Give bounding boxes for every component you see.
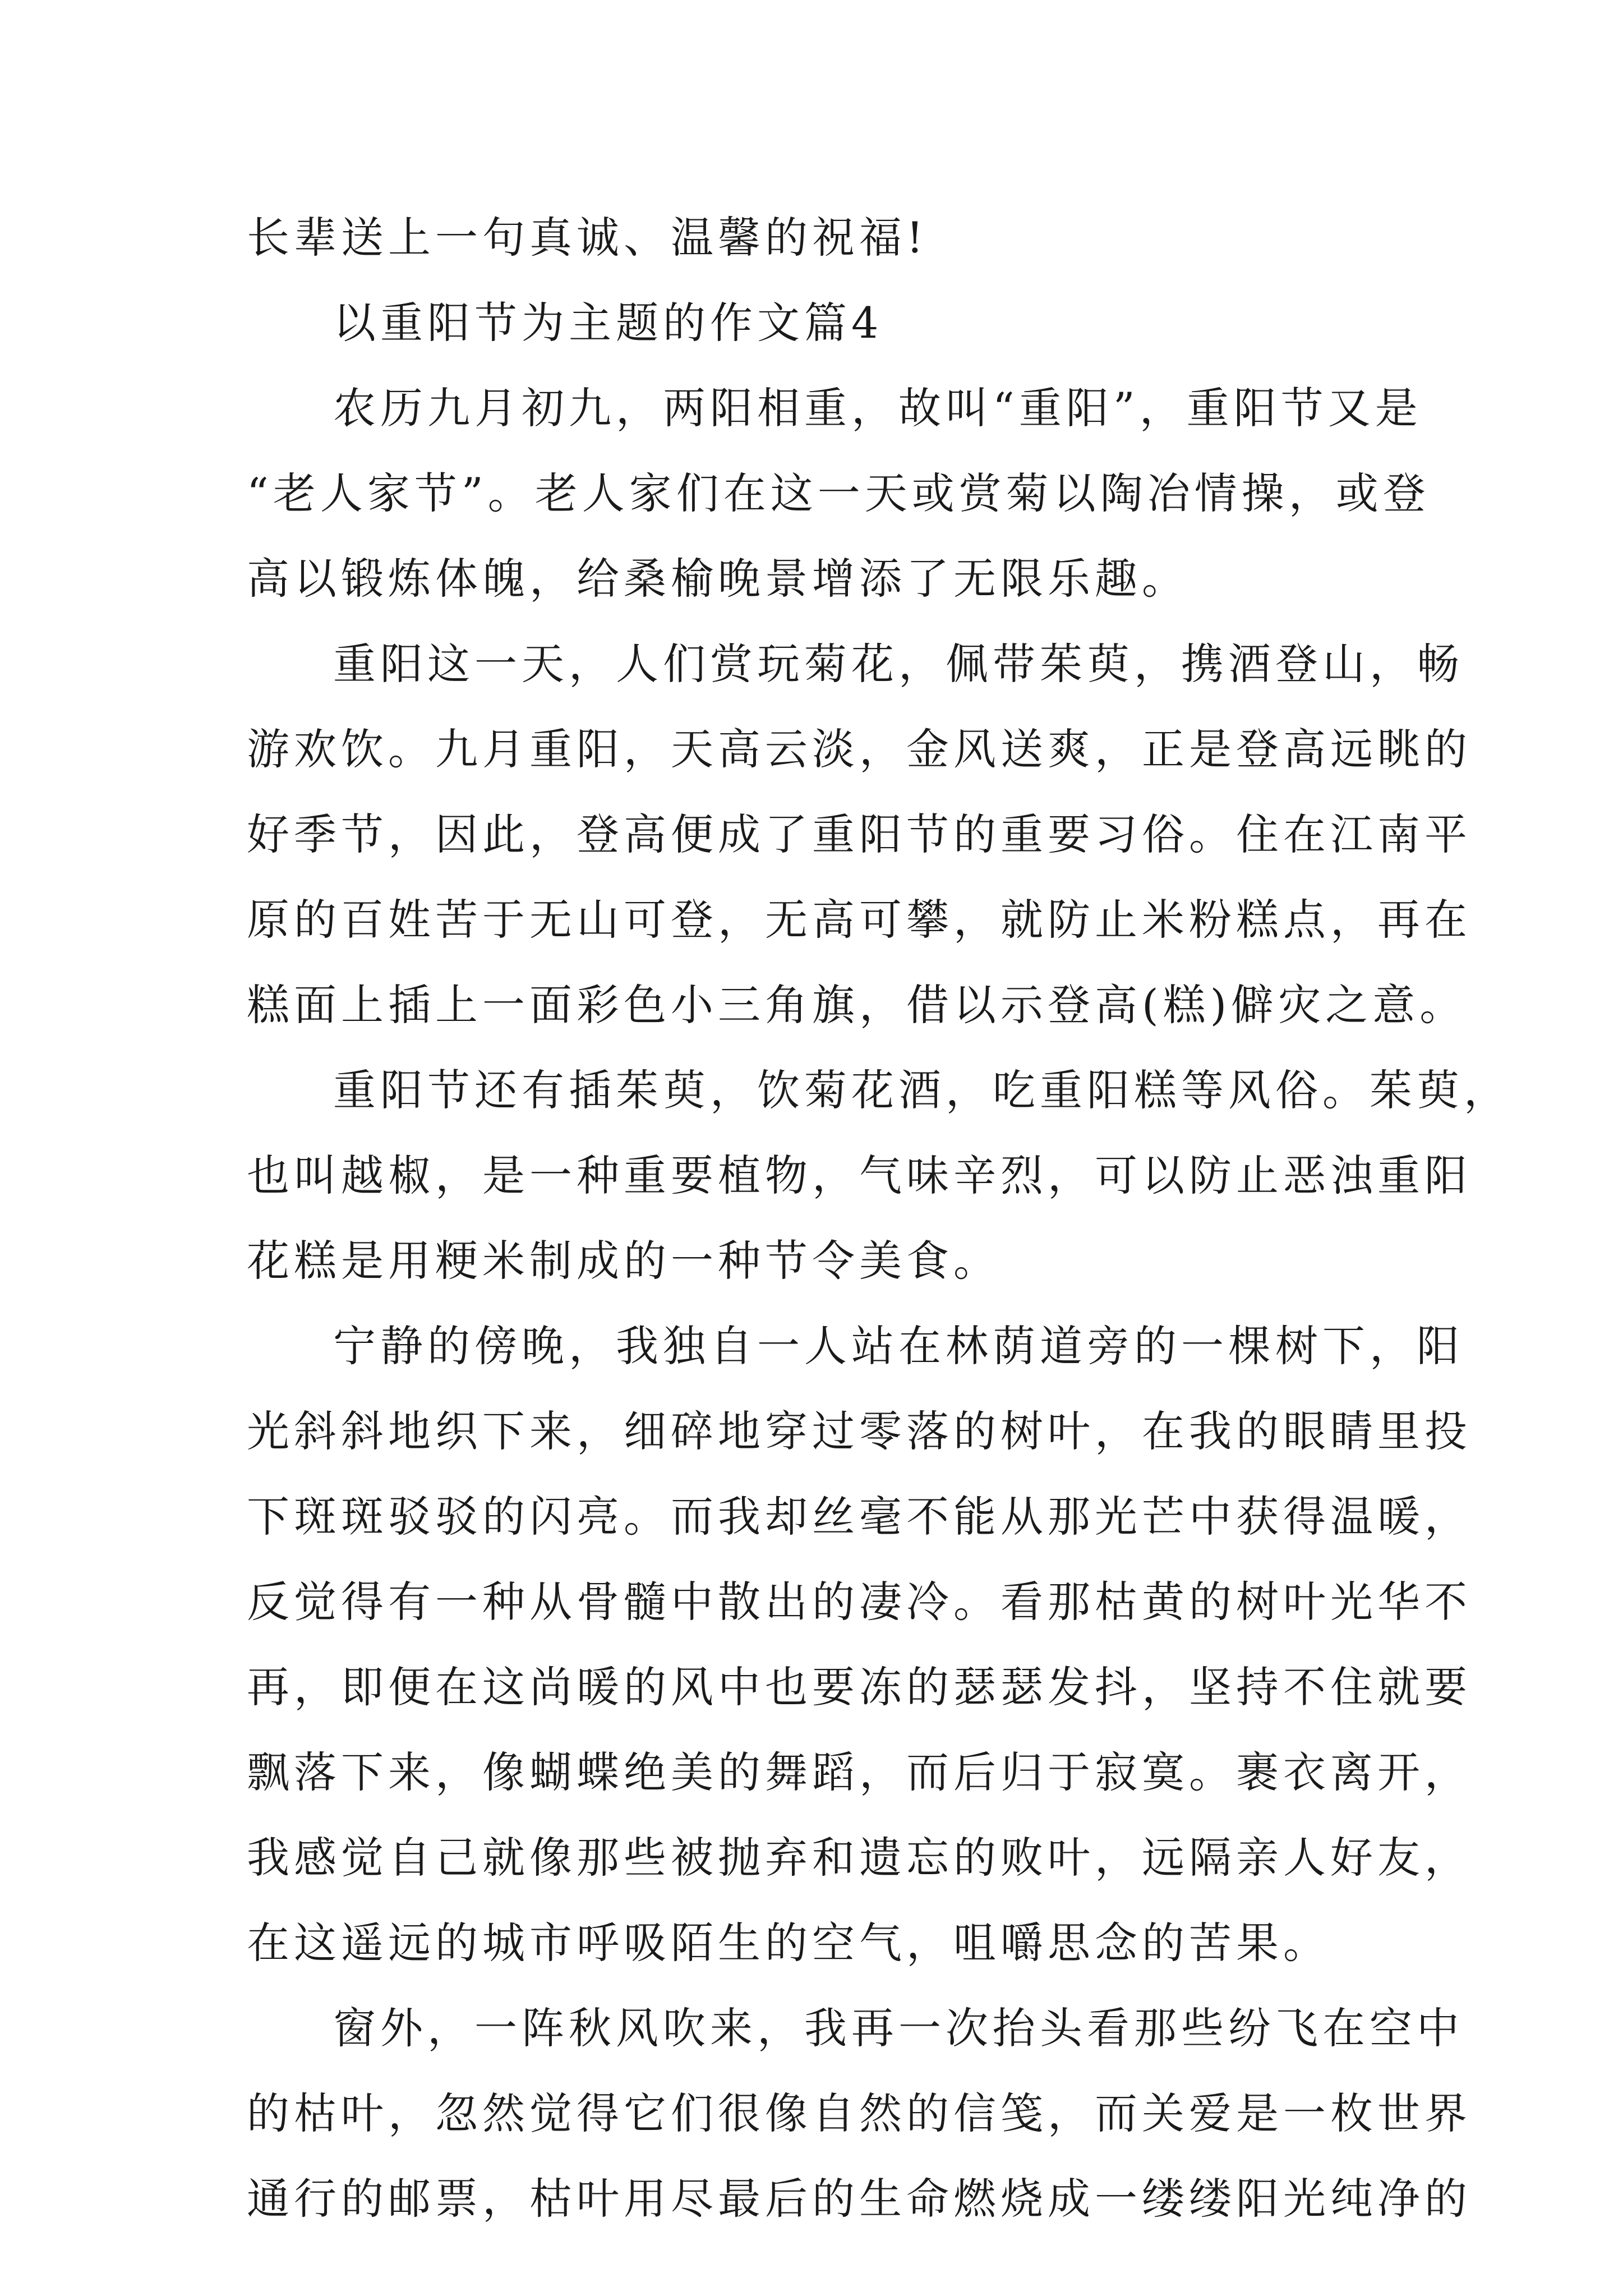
text-line: 光斜斜地织下来，细碎地穿过零落的树叶，在我的眼睛里投 bbox=[247, 1406, 1472, 1456]
text-line: 好季节，因此，登高便成了重阳节的重要习俗。住在江南平 bbox=[247, 809, 1472, 859]
text-line: 我感觉自己就像那些被抛弃和遗忘的败叶，远隔亲人好友， bbox=[247, 1833, 1472, 1883]
text-line: 高以锻炼体魄，给桑榆晚景增添了无限乐趣。 bbox=[247, 554, 1189, 604]
text-line: 飘落下来，像蝴蝶绝美的舞蹈，而后归于寂寞。裹衣离开， bbox=[247, 1747, 1472, 1797]
section-heading: 以重阳节为主题的作文篇4 bbox=[333, 298, 883, 348]
text-line: 也叫越椒，是一种重要植物，气味辛烈，可以防止恶浊重阳 bbox=[247, 1151, 1472, 1200]
text-line: 农历九月初九，两阳相重，故叫“重阳”，重阳节又是 bbox=[333, 383, 1422, 433]
text-line: “老人家节”。老人家们在这一天或赏菊以陶冶情操，或登 bbox=[247, 468, 1430, 518]
text-line: 重阳这一天，人们赏玩菊花，佩带茱萸，携酒登山，畅 bbox=[333, 639, 1464, 689]
text-line: 的枯叶，忽然觉得它们很像自然的信笺，而关爱是一枚世界 bbox=[247, 2088, 1472, 2138]
text-line: 重阳节还有插茱萸，饮菊花酒，吃重阳糕等风俗。茱萸， bbox=[333, 1065, 1511, 1115]
text-line: 窗外，一阵秋风吹来，我再一次抬头看那些纷飞在空中 bbox=[333, 2003, 1464, 2053]
text-line: 再，即便在这尚暖的风中也要冻的瑟瑟发抖，坚持不住就要 bbox=[247, 1662, 1472, 1712]
text-line: 下斑斑驳驳的闪亮。而我却丝毫不能从那光芒中获得温暖， bbox=[247, 1492, 1472, 1542]
text-line: 糕面上插上一面彩色小三角旗，借以示登高(糕)僻灾之意。 bbox=[247, 980, 1467, 1030]
text-line: 长辈送上一句真诚、温馨的祝福! bbox=[247, 213, 928, 263]
text-line: 通行的邮票，枯叶用尽最后的生命燃烧成一缕缕阳光纯净的 bbox=[247, 2174, 1472, 2224]
text-line: 原的百姓苦于无山可登，无高可攀，就防止米粉糕点，再在 bbox=[247, 895, 1472, 945]
text-line: 游欢饮。九月重阳，天高云淡，金风送爽，正是登高远眺的 bbox=[247, 724, 1472, 774]
text-line: 花糕是用粳米制成的一种节令美食。 bbox=[247, 1236, 1000, 1286]
text-line: 反觉得有一种从骨髓中散出的凄冷。看那枯黄的树叶光华不 bbox=[247, 1577, 1472, 1627]
text-line: 在这遥远的城市呼吸陌生的空气，咀嚼思念的苦果。 bbox=[247, 1918, 1330, 1968]
text-line: 宁静的傍晚，我独自一人站在林荫道旁的一棵树下，阳 bbox=[333, 1321, 1464, 1371]
